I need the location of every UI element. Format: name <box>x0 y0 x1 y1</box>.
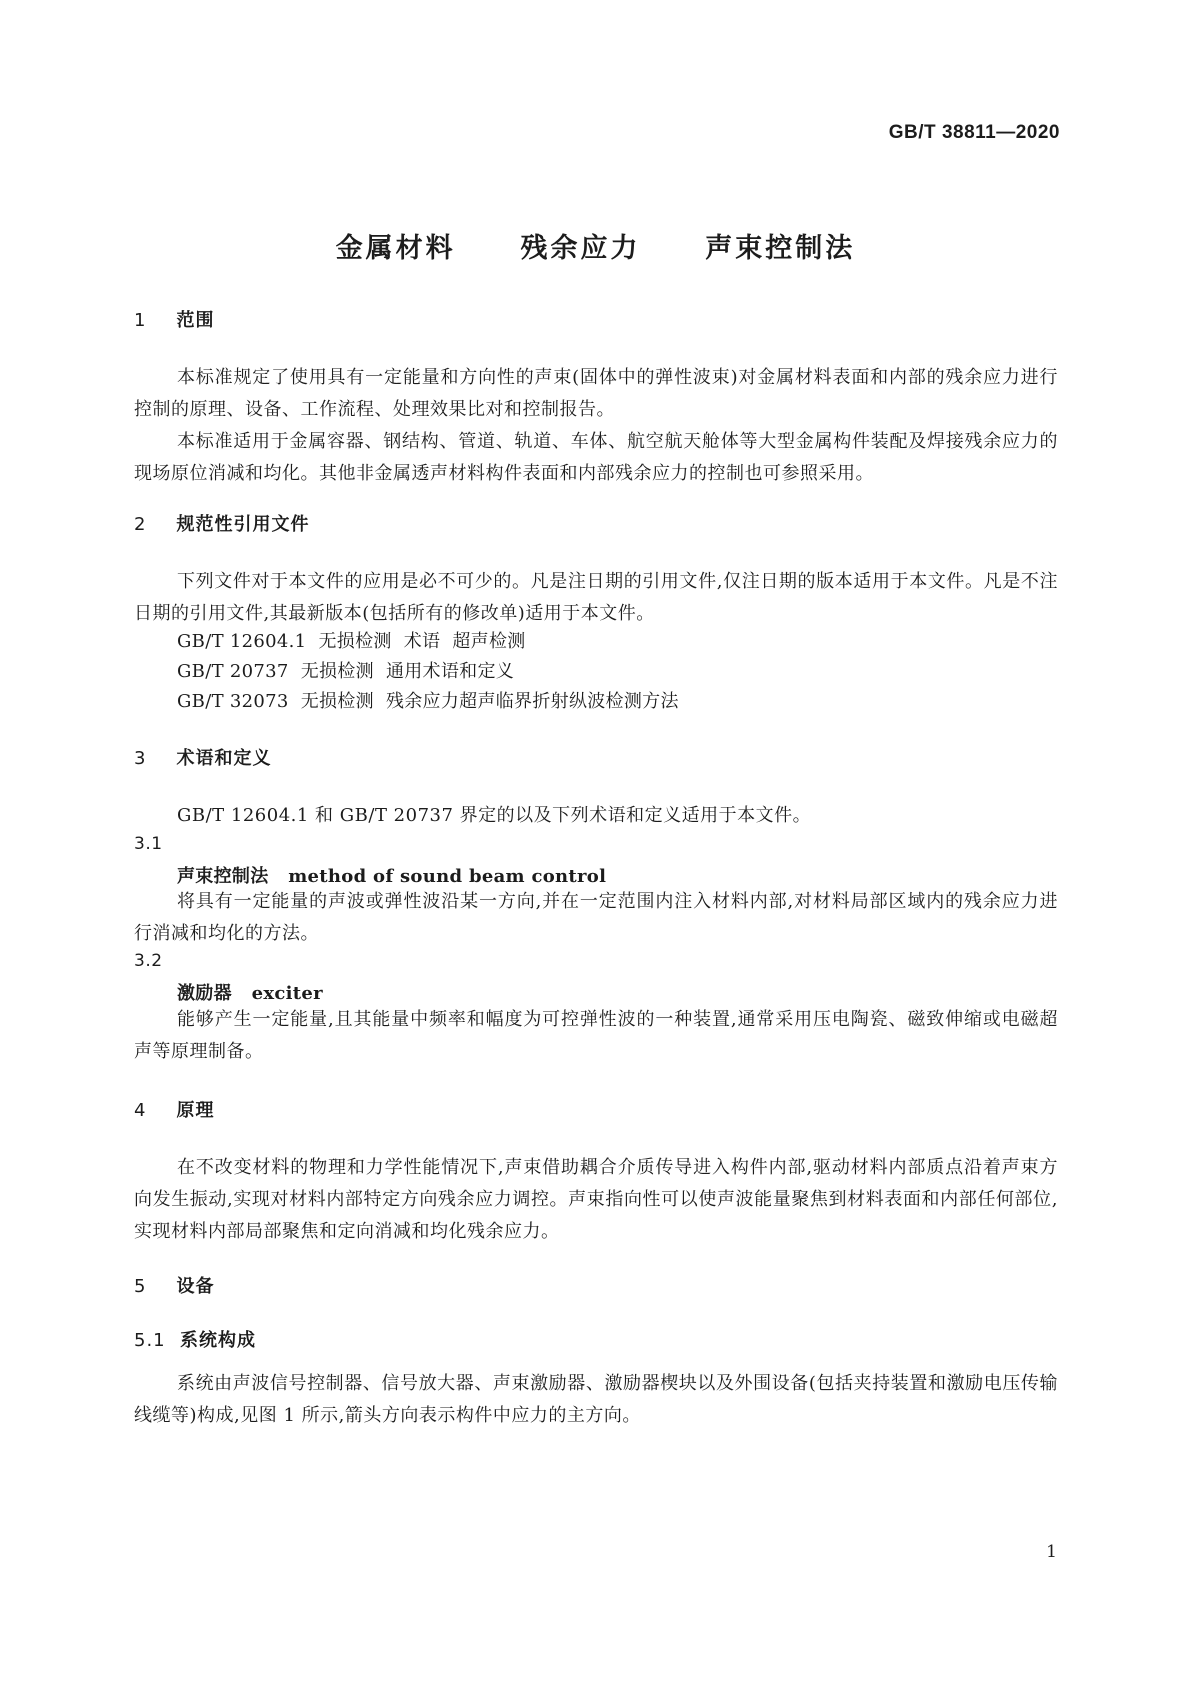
section-number: 2 <box>134 514 147 535</box>
page-number: 1 <box>1046 1542 1057 1562</box>
term-heading <box>177 979 323 1005</box>
term-number: 3.1 <box>134 834 163 854</box>
section-title: 设备 <box>176 1276 215 1297</box>
reference-item: GB/T 32073 无损检测 残余应力超声临界折射纵波检测方法 <box>177 691 679 712</box>
section-5-1-heading <box>134 1326 256 1352</box>
section-3-intro: GB/T 12604.1 和 GB/T 20737 界定的以及下列术语和定义适用于本文件。 <box>177 805 812 826</box>
section-2-intro: 下列文件对于本文件的应用是必不可少的。凡是注日期的引用文件,仅注日期的版本适用于本文件。凡是不注日期的引用文件,其最新版本(包括所有的修改单)适用于本文件。 <box>134 571 1058 624</box>
subsection-title: 系统构成 <box>180 1330 256 1351</box>
document-title: 金属材料 残余应力 声束控制法 <box>335 233 856 264</box>
term-chinese: 声束控制法 <box>177 866 269 887</box>
section-title: 术语和定义 <box>176 748 272 769</box>
term-english: method of sound beam control <box>288 866 607 887</box>
section-number: 4 <box>134 1100 147 1121</box>
section-5-heading <box>134 1272 215 1298</box>
term-heading <box>177 862 606 888</box>
reference-item: GB/T 20737 无损检测 通用术语和定义 <box>177 661 515 682</box>
section-1-paragraph-2: 本标准适用于金属容器、钢结构、管道、轨道、车体、航空航天舱体等大型金属构件装配及焊接残余应力的现场原位消减和均化。其他非金属透声材料构件表面和内部残余应力的控制也可参照采用。 <box>134 431 1058 484</box>
term-definition: 将具有一定能量的声波或弹性波沿某一方向,并在一定范围内注入材料内部,对材料局部区域内的残余应力进行消减和均化的方法。 <box>134 891 1058 944</box>
section-title: 范围 <box>176 310 215 331</box>
term-english: exciter <box>251 983 323 1004</box>
section-3-heading <box>134 744 272 770</box>
section-number: 3 <box>134 748 147 769</box>
section-title: 规范性引用文件 <box>176 514 310 535</box>
section-4-paragraph: 在不改变材料的物理和力学性能情况下,声束借助耦合介质传导进入构件内部,驱动材料内部质点沿着声束方向发生振动,实现对材料内部特定方向残余应力调控。声束指向性可以使声波能量聚焦到材料表面和内部任何部位,实现材料内部局部聚焦和定向消减和均化残余应力。 <box>134 1157 1058 1242</box>
section-number: 5 <box>134 1276 147 1297</box>
section-number: 1 <box>134 310 147 331</box>
reference-item: GB/T 12604.1 无损检测 术语 超声检测 <box>177 631 526 652</box>
subsection-number: 5.1 <box>134 1330 166 1351</box>
section-1-heading <box>134 306 215 332</box>
term-chinese: 激励器 <box>177 983 232 1004</box>
term-number: 3.2 <box>134 951 163 971</box>
standard-code: GB/T 38811—2020 <box>888 122 1060 143</box>
term-definition: 能够产生一定能量,且其能量中频率和幅度为可控弹性波的一种装置,通常采用压电陶瓷、磁致伸缩或电磁超声等原理制备。 <box>134 1009 1058 1062</box>
section-title: 原理 <box>176 1100 215 1121</box>
section-5-1-paragraph: 系统由声波信号控制器、信号放大器、声束激励器、激励器楔块以及外围设备(包括夹持装置和激励电压传输线缆等)构成,见图 1 所示,箭头方向表示构件中应力的主方向。 <box>134 1373 1058 1426</box>
section-2-heading <box>134 510 310 536</box>
section-4-heading <box>134 1096 215 1122</box>
section-1-paragraph-1: 本标准规定了使用具有一定能量和方向性的声束(固体中的弹性波束)对金属材料表面和内部的残余应力进行控制的原理、设备、工作流程、处理效果比对和控制报告。 <box>134 367 1058 420</box>
